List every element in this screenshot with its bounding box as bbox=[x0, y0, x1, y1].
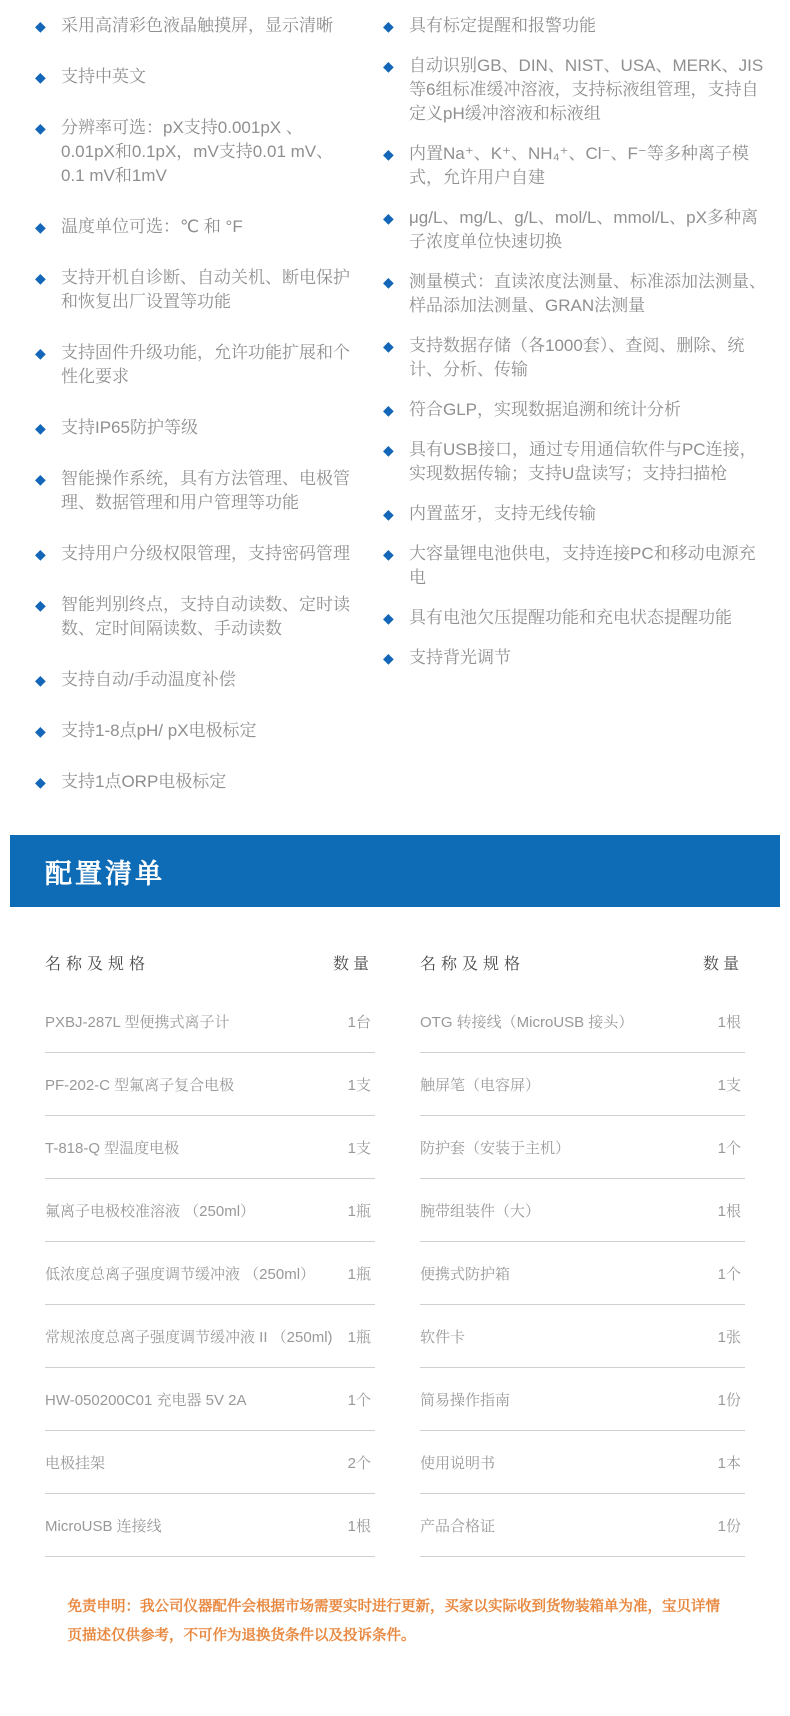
feature-text: 智能判别终点，支持自动读数、定时读数、定时间隔读数、手动读数 bbox=[61, 595, 350, 638]
table-header-row bbox=[45, 907, 375, 990]
config-list-header-band bbox=[10, 835, 780, 907]
feature-text: 内置Na⁺、K⁺、NH₄⁺、Cl⁻、F⁻等多种离子模式，允许用户自建 bbox=[409, 144, 749, 187]
diamond-bullet-icon: ◆ bbox=[35, 672, 46, 688]
quantity-header: 数量 bbox=[332, 956, 373, 973]
item-name: 软件卡 bbox=[420, 1328, 466, 1346]
table-row bbox=[420, 1494, 745, 1557]
feature-item bbox=[35, 266, 355, 314]
item-qty: 1张 bbox=[717, 1328, 741, 1346]
item-qty: 1台 bbox=[347, 1013, 371, 1031]
feature-item bbox=[35, 593, 355, 641]
item-qty: 1本 bbox=[717, 1454, 741, 1472]
item-name: PXBJ-287L 型便携式离子计 bbox=[45, 1013, 230, 1031]
feature-item bbox=[35, 341, 355, 389]
feature-text: 温度单位可选：℃ 和 °F bbox=[61, 217, 243, 236]
table-row bbox=[420, 1053, 745, 1116]
feature-text: 测量模式：直读浓度法测量、标准添加法测量、样品添加法测量、GRAN法测量 bbox=[409, 272, 766, 315]
name-spec-header: 名称及规格 bbox=[420, 956, 526, 973]
table-row bbox=[420, 1368, 745, 1431]
feature-text: 支持用户分级权限管理，支持密码管理 bbox=[61, 544, 350, 563]
feature-text: 分辨率可选：pX支持0.001pX 、0.01pX和0.1pX，mV支持0.01 mV、0.1 mV和1mV bbox=[61, 118, 334, 185]
diamond-bullet-icon: ◆ bbox=[35, 18, 46, 34]
feature-text: 采用高清彩色液晶触摸屏，显示清晰 bbox=[61, 16, 333, 35]
item-qty: 1根 bbox=[347, 1517, 371, 1535]
feature-item bbox=[35, 668, 355, 692]
diamond-bullet-icon: ◆ bbox=[383, 18, 394, 34]
feature-item bbox=[35, 416, 355, 440]
item-name: MicroUSB 连接线 bbox=[45, 1517, 162, 1535]
item-name: OTG 转接线（MicroUSB 接头） bbox=[420, 1013, 634, 1031]
table-row bbox=[420, 990, 745, 1053]
feature-text: 内置蓝牙，支持无线传输 bbox=[409, 504, 596, 523]
diamond-bullet-icon: ◆ bbox=[35, 270, 46, 286]
diamond-bullet-icon: ◆ bbox=[383, 402, 394, 418]
item-qty: 1个 bbox=[347, 1391, 371, 1409]
item-name: T-818-Q 型温度电极 bbox=[45, 1139, 180, 1157]
item-name: 电极挂架 bbox=[45, 1454, 106, 1472]
diamond-bullet-icon: ◆ bbox=[35, 120, 46, 136]
item-name: 常规浓度总离子强度调节缓冲液 II （250ml) bbox=[45, 1328, 333, 1346]
diamond-bullet-icon: ◆ bbox=[35, 345, 46, 361]
diamond-bullet-icon: ◆ bbox=[35, 219, 46, 235]
diamond-bullet-icon: ◆ bbox=[35, 546, 46, 562]
feature-text: 支持自动/手动温度补偿 bbox=[61, 670, 236, 689]
diamond-bullet-icon: ◆ bbox=[35, 69, 46, 85]
table-row bbox=[420, 1179, 745, 1242]
diamond-bullet-icon: ◆ bbox=[35, 774, 46, 790]
features-section bbox=[0, 0, 790, 821]
feature-item bbox=[383, 270, 772, 318]
item-name: PF-202-C 型氟离子复合电极 bbox=[45, 1076, 235, 1094]
item-name: 产品合格证 bbox=[420, 1517, 496, 1535]
table-row bbox=[45, 1305, 375, 1368]
table-row bbox=[45, 1431, 375, 1494]
feature-item bbox=[35, 65, 355, 89]
table-row bbox=[45, 1368, 375, 1431]
table-row bbox=[420, 1242, 745, 1305]
feature-item bbox=[35, 116, 355, 188]
feature-item bbox=[383, 54, 772, 126]
item-name: 氟离子电极校准溶液 （250ml） bbox=[45, 1202, 256, 1220]
item-name: 防护套（安装于主机） bbox=[420, 1139, 571, 1157]
item-name: 使用说明书 bbox=[420, 1454, 496, 1472]
feature-item bbox=[383, 438, 772, 486]
feature-text: 支持数据存储（各1000套）、查阅、删除、统计、分析、传输 bbox=[409, 336, 745, 379]
item-name: 腕带组装件（大） bbox=[420, 1202, 541, 1220]
table-row bbox=[420, 1116, 745, 1179]
config-table-right-column bbox=[420, 907, 745, 1557]
item-qty: 1份 bbox=[717, 1391, 741, 1409]
table-row bbox=[45, 1053, 375, 1116]
item-qty: 1根 bbox=[717, 1202, 741, 1220]
feature-item bbox=[383, 334, 772, 382]
feature-text: 支持开机自诊断、自动关机、断电保护和恢复出厂设置等功能 bbox=[61, 268, 350, 311]
name-spec-header: 名称及规格 bbox=[45, 956, 151, 973]
table-row bbox=[45, 1242, 375, 1305]
feature-text: 支持背光调节 bbox=[409, 648, 511, 667]
feature-text: 具有电池欠压提醒功能和充电状态提醒功能 bbox=[409, 608, 732, 627]
feature-text: 具有USB接口，通过专用通信软件与PC连接，实现数据传输；支持U盘读写；支持扫描枪 bbox=[409, 440, 757, 483]
item-qty: 1个 bbox=[717, 1139, 741, 1157]
table-row bbox=[45, 1179, 375, 1242]
feature-item bbox=[383, 606, 772, 630]
feature-item bbox=[383, 502, 772, 526]
diamond-bullet-icon: ◆ bbox=[383, 146, 394, 162]
feature-item bbox=[383, 206, 772, 254]
diamond-bullet-icon: ◆ bbox=[35, 597, 46, 613]
disclaimer-text: 免责申明：我公司仪器配件会根据市场需要实时进行更新，买家以实际收到货物装箱单为准，宝贝详情页描述仅供参考，不可作为退换货条件以及投诉条件。 bbox=[67, 1599, 720, 1644]
item-qty: 1支 bbox=[717, 1076, 741, 1094]
feature-item bbox=[35, 215, 355, 239]
diamond-bullet-icon: ◆ bbox=[383, 58, 394, 74]
diamond-bullet-icon: ◆ bbox=[383, 210, 394, 226]
diamond-bullet-icon: ◆ bbox=[383, 506, 394, 522]
feature-text: 自动识别GB、DIN、NIST、USA、MERK、JIS等6组标准缓冲溶液，支持标液组管理，支持自定义pH缓冲溶液和标液组 bbox=[409, 56, 764, 123]
feature-text: 具有标定提醒和报警功能 bbox=[409, 16, 596, 35]
table-row bbox=[45, 1116, 375, 1179]
item-qty: 1瓶 bbox=[347, 1202, 371, 1220]
feature-item bbox=[35, 542, 355, 566]
diamond-bullet-icon: ◆ bbox=[383, 650, 394, 666]
feature-text: 支持中英文 bbox=[61, 67, 146, 86]
table-row bbox=[420, 1431, 745, 1494]
table-header-row bbox=[420, 907, 745, 990]
features-column-right bbox=[355, 14, 790, 821]
feature-text: 支持固件升级功能，允许功能扩展和个性化要求 bbox=[61, 343, 350, 386]
feature-text: 符合GLP，实现数据追溯和统计分析 bbox=[409, 400, 682, 419]
item-name: 便携式防护箱 bbox=[420, 1265, 511, 1283]
item-qty: 1个 bbox=[717, 1265, 741, 1283]
feature-text: 支持1-8点pH/ pX电极标定 bbox=[61, 721, 257, 740]
diamond-bullet-icon: ◆ bbox=[383, 610, 394, 626]
diamond-bullet-icon: ◆ bbox=[35, 471, 46, 487]
item-name: 低浓度总离子强度调节缓冲液 （250ml） bbox=[45, 1265, 316, 1283]
config-table-left-column bbox=[45, 907, 375, 1557]
item-name: 简易操作指南 bbox=[420, 1391, 511, 1409]
table-row bbox=[420, 1305, 745, 1368]
item-qty: 1支 bbox=[347, 1139, 371, 1157]
item-qty: 1支 bbox=[347, 1076, 371, 1094]
feature-item bbox=[383, 542, 772, 590]
feature-item bbox=[35, 770, 355, 794]
diamond-bullet-icon: ◆ bbox=[383, 442, 394, 458]
feature-item bbox=[383, 14, 772, 38]
feature-text: 支持IP65防护等级 bbox=[61, 418, 198, 437]
feature-text: μg/L、mg/L、g/L、mol/L、mmol/L、pX多种离子浓度单位快速切换 bbox=[409, 208, 758, 251]
table-row bbox=[45, 990, 375, 1053]
item-qty: 1瓶 bbox=[347, 1265, 371, 1283]
item-qty: 2个 bbox=[347, 1454, 371, 1472]
item-name: HW-050200C01 充电器 5V 2A bbox=[45, 1391, 247, 1409]
diamond-bullet-icon: ◆ bbox=[383, 274, 394, 290]
feature-item bbox=[35, 14, 355, 38]
item-qty: 1根 bbox=[717, 1013, 741, 1031]
item-name: 触屏笔（电容屏） bbox=[420, 1076, 541, 1094]
diamond-bullet-icon: ◆ bbox=[35, 420, 46, 436]
feature-text: 智能操作系统，具有方法管理、电极管理、数据管理和用户管理等功能 bbox=[61, 469, 350, 512]
config-list-title: 配置清单 bbox=[45, 858, 165, 889]
config-table bbox=[0, 907, 790, 1557]
feature-text: 支持1点ORP电极标定 bbox=[61, 772, 227, 791]
table-row bbox=[45, 1494, 375, 1557]
diamond-bullet-icon: ◆ bbox=[35, 723, 46, 739]
feature-item bbox=[35, 719, 355, 743]
feature-text: 大容量锂电池供电，支持连接PC和移动电源充电 bbox=[409, 544, 756, 587]
diamond-bullet-icon: ◆ bbox=[383, 546, 394, 562]
feature-item bbox=[35, 467, 355, 515]
feature-item bbox=[383, 142, 772, 190]
feature-item bbox=[383, 646, 772, 670]
item-qty: 1份 bbox=[717, 1517, 741, 1535]
features-column-left bbox=[0, 14, 355, 821]
item-qty: 1瓶 bbox=[347, 1328, 371, 1346]
diamond-bullet-icon: ◆ bbox=[383, 338, 394, 354]
quantity-header: 数量 bbox=[702, 956, 743, 973]
feature-item bbox=[383, 398, 772, 422]
